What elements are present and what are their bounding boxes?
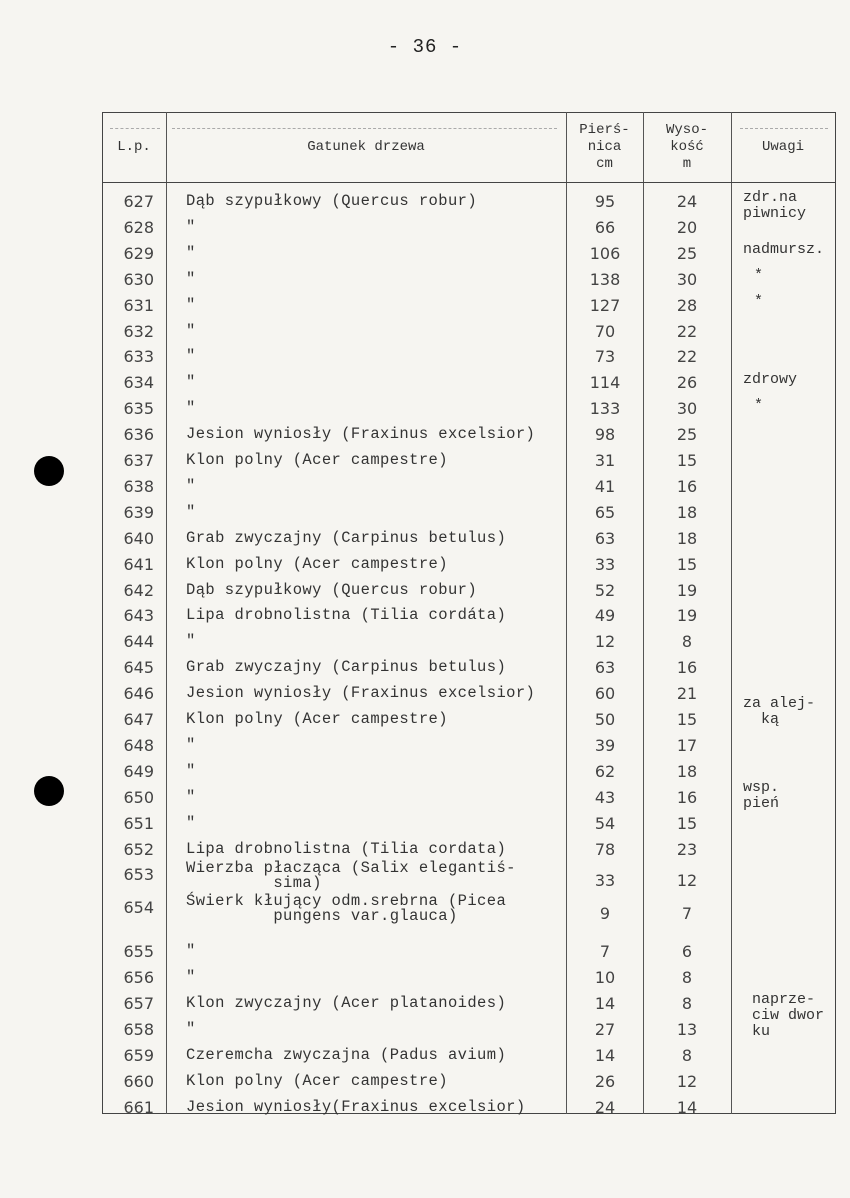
- row-lp-646: 646: [123, 684, 154, 704]
- column-divider: [731, 112, 732, 1114]
- row-lp-656: 656: [123, 968, 154, 988]
- remark-635: *: [754, 397, 764, 414]
- row-species-643: Lipa drobnolistna (Tilia cordáta): [186, 606, 507, 625]
- header-species: Gatunek drzewa: [307, 138, 425, 155]
- remark-630: *: [754, 267, 764, 284]
- row-height-628: 20: [676, 217, 698, 237]
- row-circumference-643: 49: [594, 606, 616, 626]
- row-species-659: Czeremcha zwyczajna (Padus avium): [186, 1046, 507, 1064]
- row-species-644: ": [186, 632, 196, 651]
- row-circumference-658: 27: [594, 1020, 616, 1040]
- row-species-650: ": [186, 787, 196, 806]
- row-lp-652: 652: [123, 839, 154, 859]
- row-height-661: 14: [676, 1097, 698, 1117]
- row-height-659: 8: [681, 1046, 693, 1065]
- row-species-630: ": [186, 269, 196, 288]
- row-species-654: Świerk kłujący odm.srebrna (Picea pungens var.glauca): [186, 892, 507, 926]
- row-circumference-627: 95: [594, 192, 616, 211]
- row-height-641: 15: [676, 554, 698, 574]
- row-lp-661: 661: [123, 1097, 154, 1117]
- row-circumference-628: 66: [594, 217, 616, 237]
- row-lp-628: 628: [123, 217, 154, 237]
- row-species-652: Lipa drobnolistna (Tilia cordata): [186, 839, 507, 858]
- row-lp-639: 639: [123, 502, 154, 522]
- row-height-648: 17: [676, 735, 698, 755]
- row-height-644: 8: [681, 632, 693, 652]
- row-height-637: 15: [676, 451, 698, 470]
- row-height-647: 15: [676, 710, 698, 729]
- row-species-651: ": [186, 813, 196, 832]
- column-divider: [166, 112, 167, 1114]
- row-species-641: Klon polny (Acer campestre): [186, 554, 448, 573]
- row-lp-643: 643: [123, 606, 154, 626]
- row-height-639: 18: [676, 502, 698, 522]
- row-circumference-633: 73: [594, 347, 616, 367]
- row-circumference-647: 50: [594, 710, 616, 729]
- row-species-639: ": [186, 502, 196, 521]
- row-height-640: 18: [676, 528, 698, 548]
- row-circumference-639: 65: [594, 502, 616, 522]
- row-species-647: Klon polny (Acer campestre): [186, 710, 448, 728]
- row-lp-653: 653: [123, 865, 154, 885]
- row-species-648: ": [186, 735, 196, 754]
- row-height-636: 25: [676, 425, 698, 445]
- row-species-629: ": [186, 243, 196, 262]
- row-height-649: 18: [676, 761, 698, 781]
- row-lp-649: 649: [123, 761, 154, 781]
- remark-631: *: [754, 293, 764, 310]
- row-height-651: 15: [676, 813, 698, 833]
- header-separator: [102, 182, 836, 183]
- row-circumference-634: 114: [589, 373, 621, 393]
- row-height-638: 16: [676, 476, 698, 496]
- row-height-632: 22: [676, 321, 698, 341]
- row-height-656: 8: [681, 968, 693, 988]
- row-species-645: Grab zwyczajny (Carpinus betulus): [186, 658, 507, 677]
- row-height-627: 24: [676, 192, 698, 211]
- row-height-634: 26: [676, 373, 698, 393]
- row-circumference-629: 106: [589, 243, 621, 263]
- row-lp-632: 632: [123, 321, 154, 341]
- row-lp-630: 630: [123, 269, 154, 289]
- row-circumference-635: 133: [589, 399, 621, 419]
- row-circumference-661: 24: [594, 1097, 616, 1117]
- row-lp-648: 648: [123, 735, 154, 755]
- row-species-627: Dąb szypułkowy (Quercus robur): [186, 192, 478, 210]
- row-circumference-649: 62: [594, 761, 616, 781]
- row-lp-657: 657: [123, 994, 154, 1014]
- row-circumference-646: 60: [594, 684, 616, 704]
- row-lp-631: 631: [123, 295, 154, 315]
- row-species-637: Klon polny (Acer campestre): [186, 451, 448, 469]
- row-height-633: 22: [676, 347, 698, 367]
- remark-634: zdrowy: [743, 371, 798, 388]
- row-circumference-660: 26: [594, 1071, 616, 1091]
- row-species-638: ": [186, 476, 196, 495]
- row-species-661: Jesion wyniosły(Fraxinus excelsior): [186, 1097, 526, 1116]
- row-lp-660: 660: [123, 1071, 154, 1091]
- row-species-632: ": [186, 321, 196, 340]
- tree-inventory-table: [102, 112, 836, 1117]
- row-species-642: Dąb szypułkowy (Quercus robur): [186, 580, 478, 599]
- row-lp-650: 650: [123, 787, 154, 807]
- row-species-658: ": [186, 1020, 196, 1039]
- row-height-658: 13: [676, 1020, 698, 1040]
- row-species-657: Klon zwyczajny (Acer platanoides): [186, 994, 507, 1013]
- row-circumference-654: 9: [599, 904, 611, 924]
- row-height-652: 23: [676, 839, 698, 859]
- remark-657: naprze- ciw dwor ku: [752, 991, 825, 1040]
- row-circumference-632: 70: [594, 321, 616, 341]
- row-lp-633: 633: [123, 347, 154, 367]
- row-height-650: 16: [676, 787, 698, 807]
- row-lp-638: 638: [123, 476, 154, 496]
- punch-hole: [34, 776, 64, 806]
- remark-627: zdr.na piwnicy: [743, 189, 807, 222]
- row-height-643: 19: [676, 606, 698, 626]
- row-height-654: 7: [681, 904, 693, 924]
- row-lp-634: 634: [123, 373, 154, 393]
- row-circumference-631: 127: [589, 295, 621, 315]
- row-height-646: 21: [676, 684, 698, 704]
- row-lp-659: 659: [123, 1046, 154, 1065]
- row-height-657: 8: [681, 994, 693, 1014]
- row-species-660: Klon polny (Acer campestre): [186, 1071, 448, 1090]
- row-lp-658: 658: [123, 1020, 154, 1040]
- row-lp-635: 635: [123, 399, 154, 419]
- row-circumference-645: 63: [594, 658, 616, 678]
- row-species-656: ": [186, 968, 196, 987]
- row-circumference-638: 41: [594, 476, 616, 496]
- row-height-630: 30: [676, 269, 698, 289]
- row-species-636: Jesion wyniosły (Fraxinus excelsior): [186, 425, 536, 444]
- row-species-649: ": [186, 761, 196, 780]
- row-circumference-641: 33: [594, 554, 616, 574]
- header-lp: L.p.: [117, 138, 151, 155]
- row-circumference-650: 43: [594, 787, 616, 807]
- row-lp-654: 654: [123, 898, 154, 918]
- page-number: - 36 -: [387, 36, 463, 58]
- row-height-660: 12: [676, 1071, 698, 1091]
- row-lp-651: 651: [123, 813, 154, 833]
- row-height-645: 16: [676, 658, 698, 678]
- header-remarks: Uwagi: [761, 138, 804, 155]
- row-lp-642: 642: [123, 580, 154, 600]
- row-species-653: Wierzba płacząca (Salix elegantiś- sima): [186, 859, 516, 893]
- row-height-635: 30: [676, 399, 698, 419]
- punch-hole: [34, 456, 64, 486]
- row-lp-647: 647: [123, 710, 154, 729]
- header-circumference: Pierś- nica cm: [579, 121, 630, 172]
- row-circumference-657: 14: [594, 994, 616, 1014]
- row-circumference-637: 31: [594, 451, 616, 470]
- row-lp-640: 640: [123, 528, 154, 548]
- row-circumference-651: 54: [594, 813, 616, 833]
- row-species-640: Grab zwyczajny (Carpinus betulus): [186, 528, 507, 547]
- row-species-633: ": [186, 347, 196, 366]
- remark-629: nadmursz.: [743, 241, 825, 258]
- row-circumference-630: 138: [589, 269, 621, 289]
- row-lp-636: 636: [123, 425, 154, 445]
- row-lp-644: 644: [123, 632, 154, 652]
- row-circumference-652: 78: [594, 839, 616, 859]
- row-lp-645: 645: [123, 658, 154, 678]
- row-lp-629: 629: [123, 243, 154, 263]
- row-lp-641: 641: [123, 554, 154, 574]
- header-height: Wyso- kość m: [665, 121, 708, 172]
- row-species-628: ": [186, 217, 196, 236]
- row-circumference-656: 10: [594, 968, 616, 988]
- row-lp-655: 655: [123, 942, 154, 962]
- row-circumference-653: 33: [594, 871, 616, 891]
- remark-650: wsp. pień: [743, 779, 780, 812]
- row-height-642: 19: [676, 580, 698, 600]
- row-height-655: 6: [681, 942, 693, 962]
- row-lp-627: 627: [123, 192, 154, 211]
- remark-647: za alej- ką: [743, 695, 816, 728]
- row-species-635: ": [186, 399, 196, 418]
- row-circumference-640: 63: [594, 528, 616, 548]
- row-height-653: 12: [676, 871, 698, 891]
- row-circumference-648: 39: [594, 735, 616, 755]
- row-circumference-644: 12: [594, 632, 616, 652]
- row-height-631: 28: [676, 295, 698, 315]
- row-circumference-655: 7: [599, 942, 611, 962]
- row-species-655: ": [186, 942, 196, 961]
- row-circumference-659: 14: [594, 1046, 616, 1065]
- row-circumference-642: 52: [594, 580, 616, 600]
- row-species-631: ": [186, 295, 196, 314]
- row-species-646: Jesion wyniosły (Fraxinus excelsior): [186, 684, 536, 703]
- row-circumference-636: 98: [594, 425, 616, 445]
- row-height-629: 25: [676, 243, 698, 263]
- row-species-634: ": [186, 373, 196, 392]
- row-lp-637: 637: [123, 451, 154, 470]
